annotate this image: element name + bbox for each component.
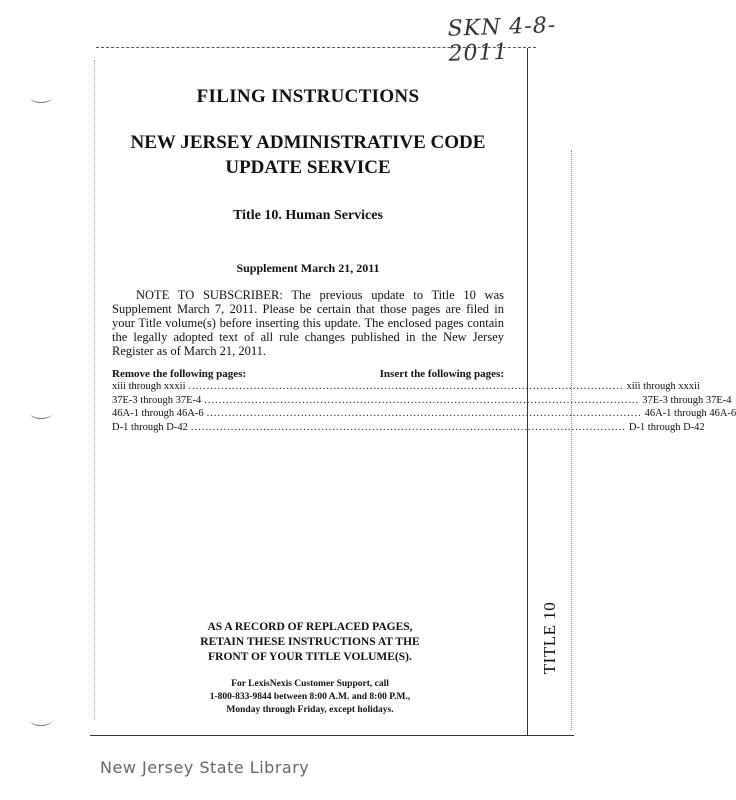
code-heading-line2: UPDATE SERVICE: [225, 157, 391, 178]
support-line2: 1-800-833-9844 between 8:00 A.M. and 8:00 P.M.,: [209, 692, 411, 702]
record-notice-line2: RETAIN THESE INSTRUCTIONS AT THE: [200, 636, 420, 648]
insert-range: 37E-3 through 37E-4: [642, 394, 732, 406]
insert-range: 46A-1 through 46A-6: [644, 408, 736, 419]
record-notice-line1: AS A RECORD OF REPLACED PAGES,: [207, 621, 413, 633]
leader-dots: ........................................................................................................................: [204, 394, 640, 406]
table-row: [112, 394, 732, 408]
remove-range: xiii through xxxii: [112, 381, 186, 392]
record-notice-line3: FRONT OF YOUR TITLE VOLUME(S).: [208, 651, 412, 663]
title-tab-label: TITLE 10: [540, 601, 560, 675]
table-row: [112, 407, 736, 421]
supplement-date: Supplement March 21, 2011: [236, 261, 380, 275]
left-margin-line: [94, 60, 95, 720]
table-row: [112, 380, 700, 394]
title-tab: [520, 598, 580, 678]
code-heading-line1: NEW JERSEY ADMINISTRATIVE CODE: [130, 132, 486, 153]
pages-table: [112, 368, 736, 434]
pages-table-header: [112, 368, 504, 380]
punch-hole-mark: [30, 92, 52, 103]
record-notice: [160, 620, 460, 665]
filing-instructions-heading: FILING INSTRUCTIONS: [196, 86, 420, 107]
title-line: Title 10. Human Services: [233, 208, 383, 223]
punch-hole-mark: [30, 408, 52, 419]
remove-range: D-1 through D-42: [112, 421, 188, 433]
punch-hole-mark: [30, 715, 52, 726]
insert-pages-header: Insert the following pages:: [379, 368, 504, 380]
leader-dots: ........................................................................................................................: [188, 381, 624, 392]
note-to-subscriber: NOTE TO SUBSCRIBER: The previous update to Title 10 was Supplement March 7, 2011. Please be certain that those pages are filed in your Title volume(s) before inserting this update. The enclosed pages contain the legally adopted text of all rule changes published in the New Jersey Register as of March 21, 2011.: [112, 288, 504, 358]
remove-pages-header: Remove the following pages:: [112, 368, 247, 380]
filing-instructions-document: [112, 86, 736, 434]
insert-range: xiii through xxxii: [626, 381, 700, 392]
leader-dots: ........................................................................................................................: [190, 421, 626, 433]
table-row: [112, 421, 705, 435]
customer-support: [160, 678, 460, 717]
library-stamp: New Jersey State Library: [100, 758, 310, 777]
remove-range: 46A-1 through 46A-6: [112, 408, 204, 419]
insert-range: D-1 through D-42: [628, 421, 705, 433]
leader-dots: ........................................................................................................................: [206, 408, 642, 419]
support-line3: Monday through Friday, except holidays.: [226, 705, 394, 715]
support-line1: For LexisNexis Customer Support, call: [231, 679, 389, 689]
bottom-rule: [90, 735, 574, 736]
remove-range: 37E-3 through 37E-4: [112, 394, 202, 406]
handwritten-annotation: SKN 4-8-2011: [447, 13, 557, 67]
